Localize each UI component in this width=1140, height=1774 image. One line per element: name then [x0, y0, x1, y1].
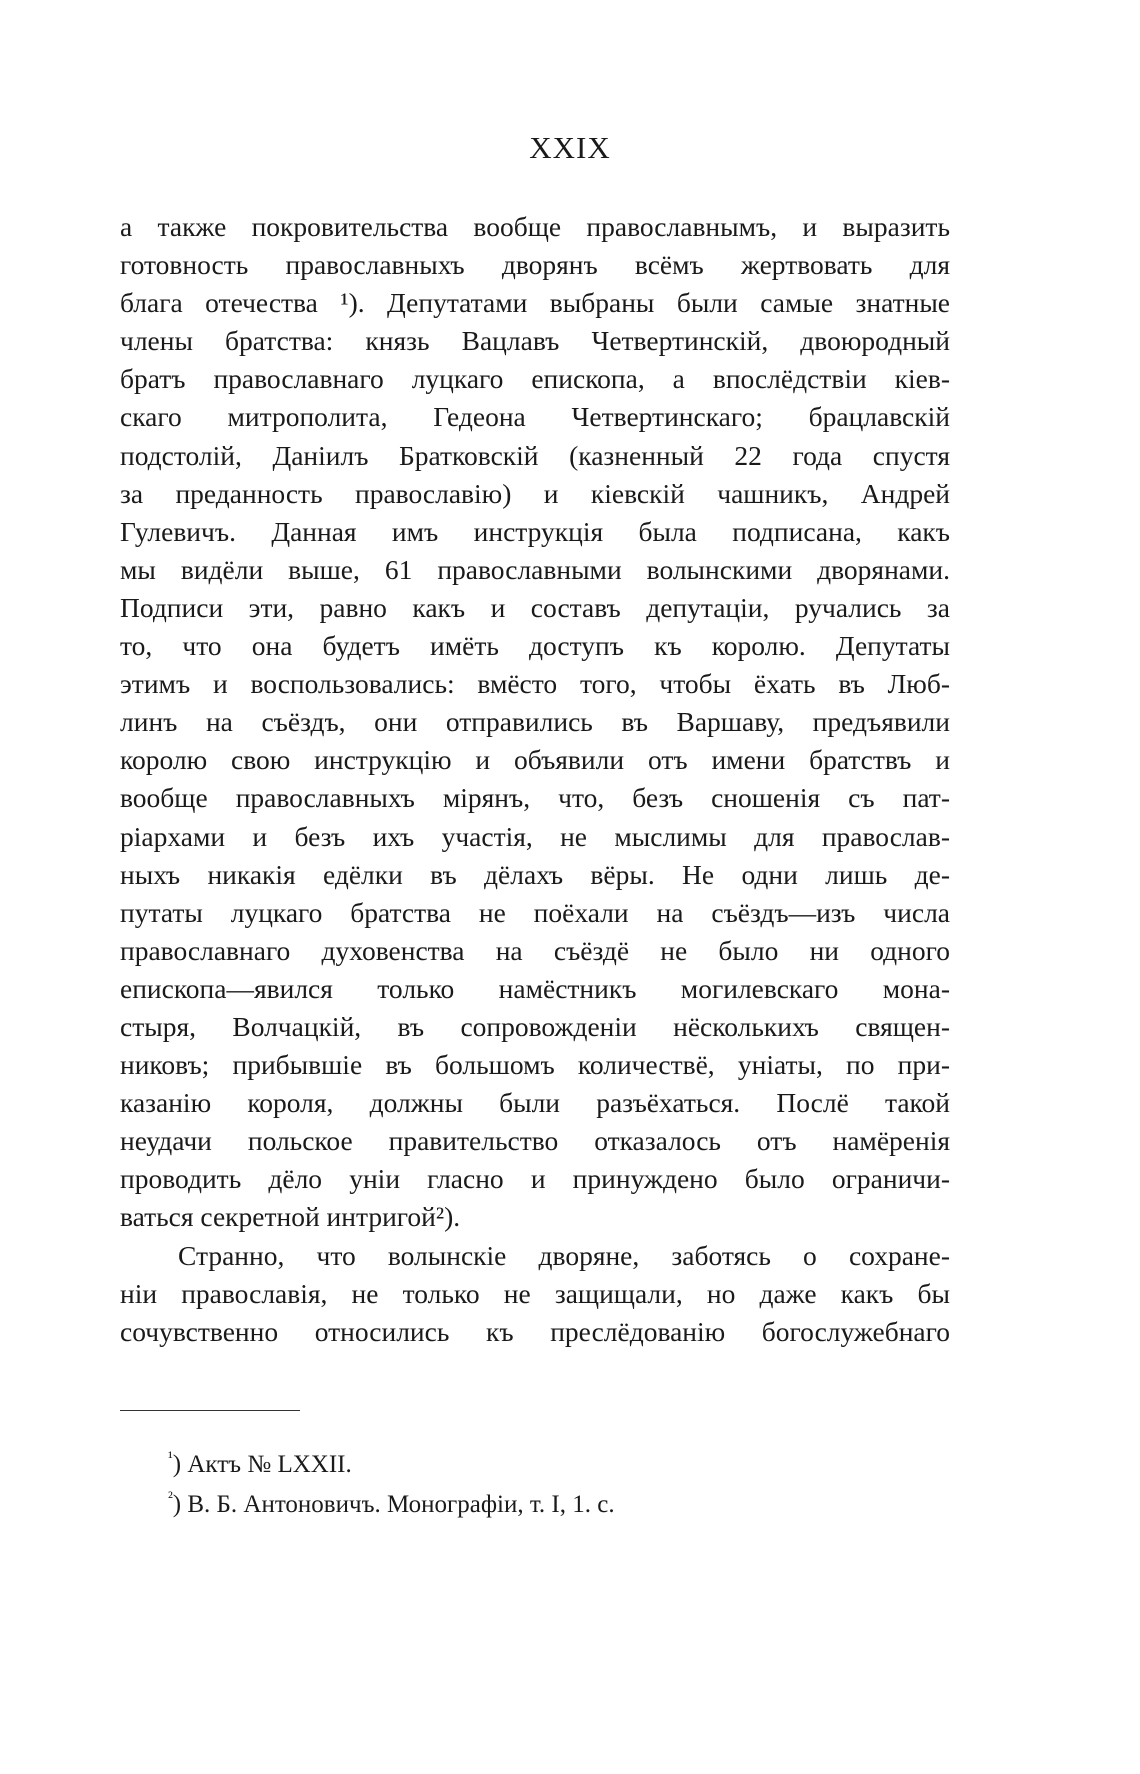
- footnote-1: [168, 1445, 928, 1485]
- text-line: братъ православнаго луцкаго епископа, а впослёдствіи кіев-: [120, 363, 950, 395]
- footnote-text: ) В. Б. Антоновичъ. Монографіи, т. I, 1. с.: [172, 1491, 615, 1518]
- text-line: линъ на съёздъ, они отправились въ Варшаву, предъявили: [120, 706, 950, 738]
- text-line: королю свою инструкцію и объявили отъ имени братствъ и: [120, 744, 950, 776]
- text-line: православнаго духовенства на съёздё не было ни одного: [120, 934, 950, 966]
- footnote-text: ) Актъ № LXXII.: [172, 1451, 352, 1478]
- text-line: сочувственно относились къ преслёдованію богослужебнаго: [120, 1315, 950, 1347]
- text-line: блага отечества ¹). Депутатами выбраны были самые знатные: [120, 287, 950, 319]
- text-line: ніи православія, не только не защищали, но даже какъ бы: [120, 1277, 950, 1309]
- text-line: епископа—явился только намёстникъ могилевскаго мона-: [120, 972, 950, 1004]
- paragraph-start-line: Странно, что волынскіе дворяне, заботясь о сохране-: [178, 1239, 950, 1271]
- text-line: этимъ и воспользовались: вмёсто того, чтобы ёхать въ Люб-: [120, 668, 950, 700]
- text-line: казанію короля, должны были разъёхаться. Послё такой: [120, 1087, 950, 1119]
- footnote-marker: ²: [168, 1489, 173, 1507]
- text-line: то, что она будетъ имёть доступъ къ королю. Депутаты: [120, 630, 950, 662]
- footnotes: [168, 1445, 928, 1525]
- text-line: готовность православныхъ дворянъ всёмъ жертвовать для: [120, 249, 950, 281]
- text-line: скаго митрополита, Гедеона Четвертинскаго; брацлавскій: [120, 401, 950, 433]
- text-line: неудачи польское правительство отказалось отъ намёренія: [120, 1125, 950, 1157]
- text-line: подстолій, Даніилъ Братковскій (казненный 22 года спустя: [120, 439, 950, 471]
- page-number: XXIX: [529, 130, 611, 165]
- text-line: вообще православныхъ мірянъ, что, безъ сношенія съ пат-: [120, 782, 950, 814]
- text-line: Подписи эти, равно какъ и составъ депутаціи, ручались за: [120, 591, 950, 623]
- text-line: члены братства: князь Вацлавъ Четвертинскій, двоюродный: [120, 325, 950, 357]
- text-line: за преданность православію) и кіевскій чашникъ, Андрей: [120, 477, 950, 509]
- text-line: мы видёли выше, 61 православными волынскими дворянами.: [120, 553, 950, 585]
- paragraph-end-line: ваться секретной интригой²).: [120, 1201, 461, 1233]
- text-line: проводить дёло уніи гласно и принуждено было ограничи-: [120, 1163, 950, 1195]
- footnote-2: [168, 1485, 928, 1525]
- text-line: путаты луцкаго братства не поёхали на съёздъ—изъ числа: [120, 896, 950, 928]
- footnote-marker: ¹: [168, 1449, 173, 1467]
- text-line: никовъ; прибывшіе въ большомъ количествё, уніаты, по при-: [120, 1049, 950, 1081]
- text-line: а также покровительства вообще православнымъ, и выразить: [120, 211, 950, 242]
- text-line: ныхъ никакія едёлки въ дёлахъ вёры. Не одни лишь де-: [120, 858, 950, 890]
- text-line: ріархами и безъ ихъ участія, не мыслимы для православ-: [120, 820, 950, 852]
- text-line: Гулевичъ. Данная имъ инструкція была подписана, какъ: [120, 515, 950, 547]
- body-text: [120, 208, 950, 1351]
- footnote-divider: [120, 1410, 300, 1411]
- text-line: стыря, Волчацкій, въ сопровожденіи нёсколькихъ священ-: [120, 1010, 950, 1042]
